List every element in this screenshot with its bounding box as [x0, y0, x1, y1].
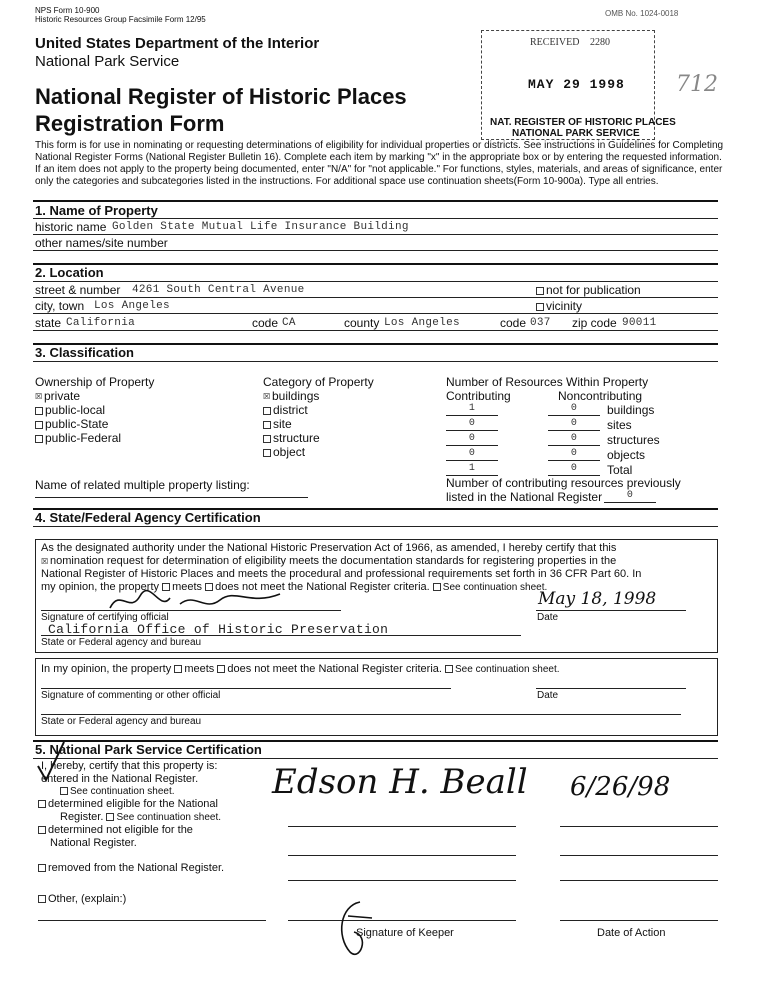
state-code-value: CA: [282, 317, 296, 329]
agency-label-2: State or Federal agency and bureau: [41, 716, 202, 727]
checkbox[interactable]: [263, 435, 271, 443]
checkbox[interactable]: [174, 665, 182, 673]
contributing-buildings: 1: [446, 403, 498, 416]
det-eligible-register: Register.: [60, 811, 104, 823]
see-cont-b-label: See continuation sheet.: [116, 812, 222, 823]
agency-line: [41, 635, 521, 636]
category-label: Category of Property: [263, 375, 374, 389]
prev-listed-label-1: Number of contributing resources previously: [446, 476, 681, 490]
service-name: National Park Service: [35, 53, 180, 70]
facsimile-note: Historic Resources Group Facsimile Form 12/95: [35, 15, 206, 24]
contributing-sites: 0: [446, 418, 498, 431]
noncontributing-structures: 0: [548, 433, 600, 446]
checkbox[interactable]: [263, 449, 271, 457]
related-listing-line: [35, 497, 308, 498]
other-explain-line: [38, 920, 266, 921]
checkbox-checked[interactable]: ☒: [263, 392, 271, 402]
ownership-public-state: [35, 417, 108, 431]
date-line-3: [560, 880, 718, 881]
date-line-1: [560, 826, 718, 827]
form-subtitle: Registration Form: [35, 111, 225, 136]
zip-label: zip code: [572, 316, 617, 330]
keeper-signature: Edson H. Beall: [272, 762, 528, 802]
row-label-sites: sites: [607, 418, 632, 432]
rule: [33, 526, 718, 527]
opinion-text-a: my opinion, the property: [41, 581, 160, 593]
det-eligible-2: [60, 811, 221, 823]
contributing-objects: 0: [446, 448, 498, 461]
cert-paragraph-2-text: nomination request for determination of eligibility meets the documentation standards for registering properties in the: [50, 555, 617, 567]
checkbox[interactable]: [445, 665, 453, 673]
rule: [33, 234, 718, 235]
checkbox[interactable]: [263, 421, 271, 429]
see-continuation: See continuation sheet.: [442, 582, 548, 593]
rule: [33, 361, 718, 362]
noncontributing-label: Noncontributing: [558, 389, 643, 403]
ownership-option-label: private: [44, 389, 81, 403]
related-listing-label: Name of related multiple property listing:: [35, 478, 250, 492]
keeper-date: 6/26/98: [570, 772, 671, 802]
checkbox[interactable]: [38, 800, 46, 808]
street-value: 4261 South Central Avenue: [132, 284, 305, 296]
commenting-date-line: [536, 688, 686, 689]
removed-label: removed from the National Register.: [48, 862, 225, 874]
cert-paragraph-2: [41, 555, 721, 568]
agency-value: California Office of Historic Preservation: [48, 622, 389, 637]
checkbox[interactable]: [217, 665, 225, 673]
date-label: Date: [537, 612, 559, 623]
vicinity-label: vicinity: [546, 299, 583, 313]
category-structure: [263, 431, 320, 445]
other-option: [38, 893, 126, 905]
city-label: city, town: [35, 299, 85, 313]
det-not-eligible-2: National Register.: [50, 837, 137, 849]
commenting-label: Signature of commenting or other official: [41, 690, 221, 701]
stamp-date: MAY 29 1998: [528, 77, 625, 92]
rule: [33, 330, 718, 331]
opinion-text-c: does not meet the National Register criteria.: [215, 581, 430, 593]
stamp-line-2: NATIONAL PARK SERVICE: [512, 128, 640, 139]
zip-value: 90011: [622, 317, 657, 329]
stamp-code: 2280: [590, 37, 610, 48]
signature-line: [41, 610, 341, 611]
checkbox-checked[interactable]: ☒: [35, 392, 43, 402]
checkbox[interactable]: [35, 435, 43, 443]
stamp-received: RECEIVED: [530, 37, 580, 48]
other-label: Other, (explain:): [48, 893, 127, 905]
received-stamp: [481, 30, 676, 140]
city-value: Los Angeles: [94, 300, 170, 312]
checkbox[interactable]: [263, 407, 271, 415]
not-for-publication-label: not for publication: [546, 283, 641, 297]
signature-label: Signature of certifying official: [41, 612, 169, 623]
signed-date: May 18, 1998: [538, 589, 657, 609]
rule: [33, 313, 718, 314]
see-cont-a-label: See continuation sheet.: [70, 786, 175, 797]
ownership-option-label: public-State: [45, 417, 109, 431]
vicinity: [536, 299, 582, 313]
date-line: [536, 610, 686, 611]
rule: [33, 250, 718, 251]
checkbox-checked[interactable]: ☒: [41, 556, 49, 566]
keeper-line-2: [288, 855, 516, 856]
date-line-4: [560, 920, 718, 921]
section-4-heading: 4. State/Federal Agency Certification: [35, 510, 261, 525]
section-5-heading: 5. National Park Service Certification: [35, 742, 262, 757]
checkbox[interactable]: [35, 421, 43, 429]
checkbox-vicinity[interactable]: [536, 303, 544, 311]
row-label-structures: structures: [607, 433, 660, 447]
historic-name-label: historic name: [35, 220, 107, 234]
ownership-public-federal: [35, 431, 121, 445]
date-line-2: [560, 855, 718, 856]
ownership-option-label: public-local: [45, 403, 106, 417]
section-2-heading: 2. Location: [35, 265, 104, 280]
category-object: [263, 445, 305, 459]
keeper-line-4: [288, 920, 516, 921]
checkbox[interactable]: [38, 895, 46, 903]
see-continuation-2: See continuation sheet.: [455, 664, 560, 675]
cert-paragraph-1: As the designated authority under the National Historic Preservation Act of 1966, as amended, I hereby certify that this: [41, 542, 617, 554]
contributing-label: Contributing: [446, 389, 511, 403]
county-code-label: code: [500, 316, 527, 330]
opinion-2-text: In my opinion, the property: [41, 663, 172, 675]
noncontributing-buildings: 0: [548, 403, 600, 416]
resources-label: Number of Resources Within Property: [446, 375, 649, 389]
opinion-text-b: meets: [172, 581, 203, 593]
cert-paragraph-3: National Register of Historic Places and meets the procedural and professional requirements set forth in 36 CFR Part 60. In: [41, 568, 642, 580]
hereby-certify: I, hereby, certify that this property is:: [41, 760, 218, 772]
contributing-total: 1: [446, 463, 498, 476]
checkbox[interactable]: [433, 583, 441, 591]
rule: [33, 218, 718, 219]
det-not-eligible-label: determined not eligible for the: [48, 824, 193, 836]
intro-instructions: This form is for use in nominating or requesting determinations of eligibility for individual properties or districts. See instructions in Guidelines for Completing National Register Forms (National Register Bulletin 16). Complete each item by marking "x" in the appropriate box or by entering the requested information. If an item does not apply to the property being documented, enter "N/A" for "not applicable." For functions, styles, materials, and areas of significance, enter only the categories and subcategories listed in the instructions. For additional space use continuation sheets(Form 10-900a). Type all entries.: [35, 140, 724, 187]
category-option-label: object: [273, 445, 306, 459]
opinion-2-rest: does not meet the National Register criteria.: [227, 663, 442, 675]
checkbox[interactable]: [38, 826, 46, 834]
state-code-label: code: [252, 316, 279, 330]
category-site: [263, 417, 292, 431]
section-3-rule: [33, 343, 718, 345]
checkbox-not-for-publication[interactable]: [536, 287, 544, 295]
section-1-heading: 1. Name of Property: [35, 203, 158, 218]
section-3-heading: 3. Classification: [35, 345, 134, 360]
checkbox[interactable]: [60, 787, 68, 795]
margin-note: 712: [676, 72, 718, 97]
form-number: NPS Form 10-900: [35, 6, 100, 15]
ownership-private: [35, 389, 80, 403]
agency-line-2: [41, 714, 681, 715]
checkbox[interactable]: [38, 864, 46, 872]
opinion-2: [41, 663, 560, 675]
checkbox[interactable]: [35, 407, 43, 415]
state-value: California: [66, 317, 136, 329]
prev-listed-label-2: listed in the National Register: [446, 490, 603, 504]
keeper-line-3: [288, 880, 516, 881]
det-not-eligible-1: [38, 824, 193, 836]
category-option-label: site: [273, 417, 292, 431]
row-label-total: Total: [607, 463, 633, 477]
state-label: state: [35, 316, 62, 330]
row-label-objects: objects: [607, 448, 646, 462]
ownership-public-local: [35, 403, 105, 417]
category-option-label: district: [273, 403, 308, 417]
street-label: street & number: [35, 283, 121, 297]
keeper-line-1: [288, 826, 516, 827]
section-2-rule: [33, 263, 718, 265]
noncontributing-objects: 0: [548, 448, 600, 461]
omb-number: OMB No. 1024-0018: [605, 9, 679, 18]
noncontributing-total: 0: [548, 463, 600, 476]
category-option-label: structure: [273, 431, 320, 445]
det-eligible-label: determined eligible for the National: [48, 798, 218, 810]
form-title: National Register of Historic Places: [35, 84, 407, 109]
not-for-publication: [536, 283, 641, 297]
noncontributing-sites: 0: [548, 418, 600, 431]
contributing-structures: 0: [446, 433, 498, 446]
see-cont-a: [60, 786, 175, 797]
rule: [33, 281, 718, 282]
removed-option: [38, 862, 224, 874]
category-buildings: [263, 389, 319, 403]
opinion-2-meets: meets: [184, 663, 215, 675]
historic-name-value: Golden State Mutual Life Insurance Building: [112, 221, 409, 233]
county-code-value: 037: [530, 317, 551, 329]
commenting-date-label: Date: [537, 690, 559, 701]
category-option-label: buildings: [272, 389, 320, 403]
rule: [33, 297, 718, 298]
category-district: [263, 403, 308, 417]
rule: [33, 758, 718, 759]
stamp-line-1: NAT. REGISTER OF HISTORIC PLACES: [490, 117, 676, 128]
date-of-action-label: Date of Action: [597, 927, 666, 939]
department-name: United States Department of the Interior: [35, 35, 320, 52]
prev-listed-value: 0: [604, 490, 656, 503]
county-label: county: [344, 316, 380, 330]
entered-option: entered in the National Register.: [41, 773, 199, 785]
county-value: Los Angeles: [384, 317, 460, 329]
keeper-label: Signature of Keeper: [356, 927, 454, 939]
agency-label: State or Federal agency and bureau: [41, 637, 202, 648]
section-1-rule: [33, 200, 718, 202]
commenting-sig-line: [41, 688, 451, 689]
ownership-label: Ownership of Property: [35, 375, 155, 389]
det-eligible-1: [38, 798, 218, 810]
checkbox[interactable]: [106, 813, 114, 821]
row-label-buildings: buildings: [607, 403, 655, 417]
ownership-option-label: public-Federal: [45, 431, 122, 445]
other-names-label: other names/site number: [35, 236, 168, 250]
